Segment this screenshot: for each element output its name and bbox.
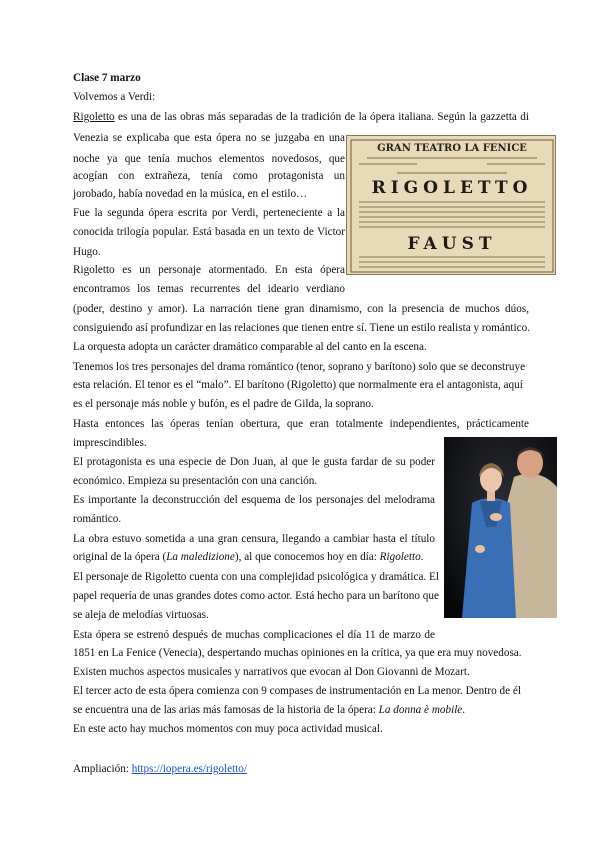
p6-line1: Hasta entonces las óperas tenían obertura, que eran totalmente independientes, prácticamente [73,418,529,430]
p3-line1: Rigoletto es un personaje atormentado. En esta ópera [73,264,345,276]
p9-text-b: ), al que conocemos hoy en día: [234,551,380,563]
p9-line2 [73,550,423,564]
rigoletto-underlined: Rigoletto [73,111,115,123]
iopera-link[interactable]: https://iopera.es/rigoletto/ [131,763,248,775]
p11-line1: Esta ópera se estrenó después de muchas complicaciones el día 11 de marzo de [73,629,435,641]
p9-text-c: . [420,551,424,563]
intro-line: Volvemos a Verdi: [73,91,156,103]
p3-line2: encontramos los temas recurrentes del ideario verdiano [73,283,345,295]
ampliacion-line [73,762,247,776]
p13-text-a: se encuentra una de las arias más famosas de la historia de la ópera: [73,704,379,716]
p7-line1: El protagonista es una especie de Don Juan, al que le gusta fardar de su poder [73,456,435,468]
p13-italic-donna: La donna è mobile [378,704,463,716]
p3-line4: consiguiendo así profundizar en las relaciones que tienen entre sí. Tiene un estilo realista y romántico. [73,322,531,334]
p13-text-c: . [462,704,466,716]
p5-line1: Tenemos los tres personajes del drama romántico (tenor, soprano y barítono) solo que se deconstruye [73,361,526,373]
p8-line1: Es importante la deconstrucción del esquema de los personajes del melodrama [73,494,435,506]
stage-photo-graphic [444,437,557,618]
p10-line1: El personaje de Rigoletto cuenta con una complejidad psicológica y dramática. El [73,571,439,583]
p2-line3: Hugo. [73,246,101,258]
p13-line2 [73,703,465,717]
p11-line2: 1851 en La Fenice (Venecia), despertando muchas opiniones en la crítica, ya que era muy novedosa. [73,647,522,659]
p10-line3: se aleja de melodías virtuosas. [73,609,209,621]
p5-line2: esta relación. El tenor es el “malo”. El barítono (Rigoletto) que normalmente era el antagonista, aquí [73,379,523,391]
p9-text-a: original de la ópera ( [73,551,167,563]
p1-line4: acogían con extrañeza, tenía como protagonista un [73,170,345,182]
p1-line1 [73,110,529,124]
heading: Clase 7 marzo [73,72,141,84]
p2-line2: conocida trilogía popular. Está basada en un texto de Victor [73,226,345,238]
p10-line2: papel requería de unas grandes dotes como actor. Está hecho para un barítono que [73,590,439,602]
p5-line3: es el personaje más noble y bufón, es el padre de Gilda, la soprano. [73,398,374,410]
p13-line1: El tercer acto de esta ópera comienza con 9 compases de instrumentación en La menor. Dentro de él [73,685,521,697]
p7-line2: económico. Empieza su presentación con una canción. [73,475,318,487]
p1-line5: jorobado, había novedad en la música, en el estilo… [73,188,308,200]
p14-line: En este acto hay muchos momentos con muy poca actividad musical. [73,723,383,735]
p6-line2: imprescindibles. [73,437,147,449]
stage-photo-image [444,437,557,618]
p1-line3: noche ya que tenía muchos elementos novedosos, que [73,153,345,165]
poster-graphic [347,136,556,275]
p3-line3: (poder, destino y amor). La narración tiene gran dinamismo, con la presencia de muchos dúos, [73,303,529,315]
p1-line1-text: es una de las obras más separadas de la tradición de la ópera italiana. Según la gazzetta di [114,111,529,123]
p4-line: La orquesta adopta un carácter dramático comparable al del canto en la escena. [73,341,427,353]
p9-italic-rigoletto: Rigoletto [379,551,421,563]
poster-faust-title: FAUST [407,234,497,254]
p9-line1: La obra estuvo sometida a una gran censura, llegando a cambiar hasta el título [73,533,435,545]
p9-italic-maledizione: La maledizione [166,551,235,563]
poster-theatre-name: GRAN TEATRO LA FENICE [377,143,527,154]
p2-line1: Fue la segunda ópera escrita por Verdi, perteneciente a la [73,207,345,219]
p12-line: Existen muchos aspectos musicales y narrativos que evocan al Don Giovanni de Mozart. [73,666,470,678]
p1-line2: Venezia se explicaba que esta ópera no se juzgaba en una [73,132,345,144]
p8-line2: romántico. [73,513,122,525]
la-fenice-poster-image [346,135,556,275]
poster-rigoletto-title: Rigoletto [371,178,533,198]
ampliacion-label: Ampliación: [73,763,132,775]
